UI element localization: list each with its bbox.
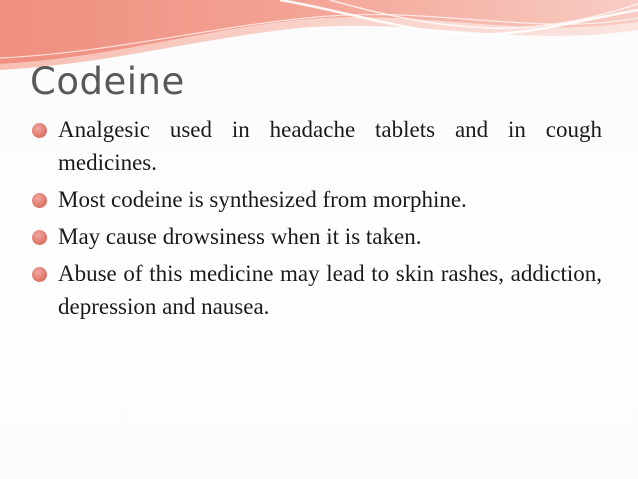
bullet-text: Analgesic used in headache tablets and in cough medicines. bbox=[58, 117, 602, 175]
bullet-item bbox=[32, 113, 602, 179]
bullet-item bbox=[32, 220, 602, 253]
bullet-dot-icon bbox=[32, 123, 47, 138]
bullet-dot-icon bbox=[32, 267, 47, 282]
bullet-text: May cause drowsiness when it is taken. bbox=[58, 224, 422, 249]
slide-title: Codeine bbox=[30, 60, 185, 103]
bullet-dot-icon bbox=[32, 230, 47, 245]
bullet-text: Abuse of this medicine may lead to skin rashes, addiction, depression and nausea. bbox=[58, 261, 602, 319]
bullet-dot-icon bbox=[32, 193, 47, 208]
bullet-list bbox=[32, 113, 602, 327]
bullet-text: Most codeine is synthesized from morphine. bbox=[58, 187, 467, 212]
bullet-item bbox=[32, 257, 602, 323]
bullet-item bbox=[32, 183, 602, 216]
